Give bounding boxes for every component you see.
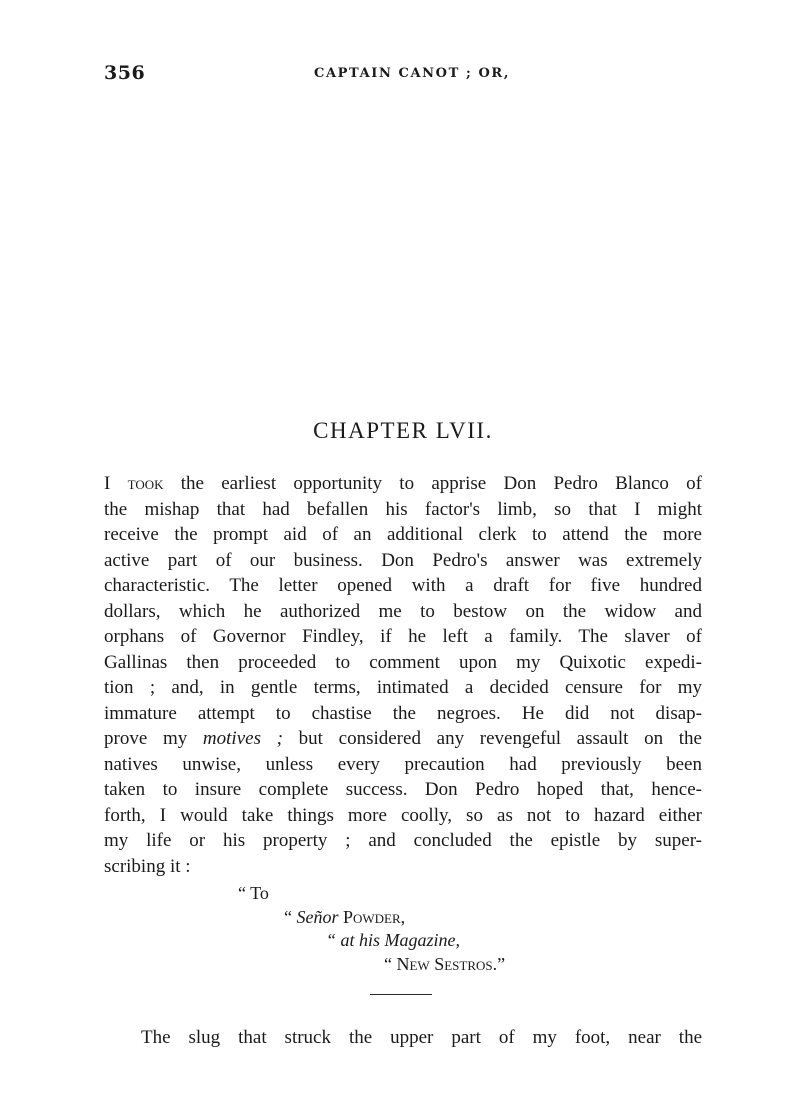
text-line xyxy=(104,471,702,497)
section-divider xyxy=(370,994,432,995)
text-line: characteristic. The letter opened with a draft for five hundred xyxy=(104,575,702,596)
text-line: forth, I would take things more coolly, so as not to hazard either xyxy=(104,804,702,826)
text-line: immature attempt to chastise the negroes. He did not disap- xyxy=(104,702,702,724)
small-caps-word: took xyxy=(127,473,164,494)
text-line: orphans of Governor Findley, if he left a family. The slaver of xyxy=(104,626,702,647)
text-line: tion ; and, in gentle terms, intimated a decided censure for my xyxy=(104,677,702,698)
text-line: active part of our business. Don Pedro's answer was extremely xyxy=(104,549,702,571)
text-line: receive the prompt aid of an additional clerk to attend the more xyxy=(104,524,702,545)
address-line-name xyxy=(284,905,405,929)
page-number: 356 xyxy=(104,62,146,84)
running-head: CAPTAIN CANOT ; OR, xyxy=(314,66,510,81)
address-line-to: “ To xyxy=(238,883,269,903)
text-line: natives unwise, unless every precaution had previously been xyxy=(104,753,702,775)
text-line: the mishap that had befallen his factor's limb, so that I might xyxy=(104,498,702,520)
italic-word: motives ; xyxy=(202,728,283,749)
text-line: scribing it : xyxy=(104,855,191,877)
text-fragment: the earliest opportunity to apprise Don Pedro Blanco of xyxy=(163,473,703,494)
italic-title: Señor xyxy=(296,907,339,927)
text-line: Gallinas then proceeded to comment upon my Quixotic expedi- xyxy=(104,651,702,673)
chapter-title: CHAPTER LVII. xyxy=(313,418,493,443)
chapter-paragraph xyxy=(104,471,702,879)
text-fragment: but considered any revengeful assault on the xyxy=(282,728,702,749)
text-fragment: prove my xyxy=(104,728,203,749)
next-paragraph-line: The slug that struck the upper part of my foot, near the xyxy=(141,1027,702,1048)
text-line: taken to insure complete success. Don Pedro hoped that, hence- xyxy=(104,779,702,800)
text-line xyxy=(104,726,702,752)
text-line: dollars, which he authorized me to bestow on the widow and xyxy=(104,600,702,622)
quote-mark: “ xyxy=(284,907,297,927)
address-line-place: “ New Sestros.” xyxy=(384,954,506,974)
text-line: my life or his property ; and concluded the epistle by super- xyxy=(104,830,702,851)
address-line-location: “ at his Magazine, xyxy=(326,930,461,950)
drop-initial: I xyxy=(104,473,128,494)
recipient-name: Powder, xyxy=(338,907,406,927)
